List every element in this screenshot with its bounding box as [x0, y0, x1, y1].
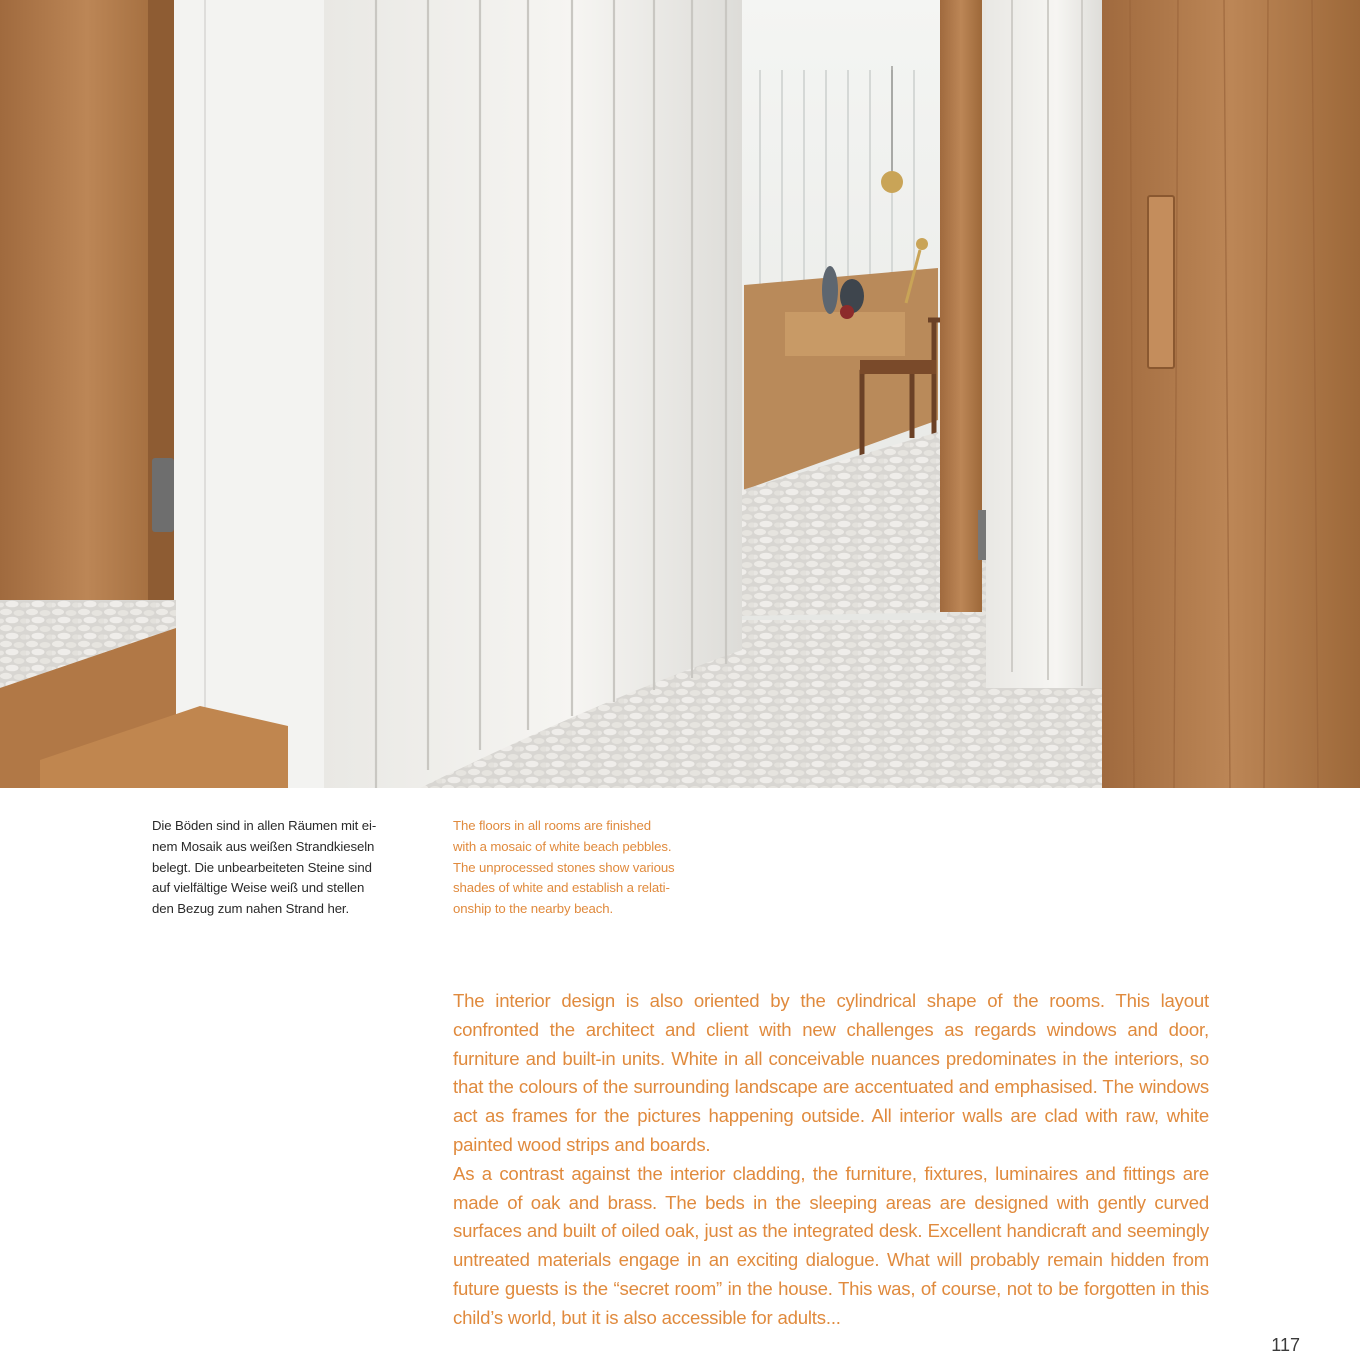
caption-german-line: belegt. Die unbearbeiteten Steine sind	[152, 859, 372, 875]
caption-english-line: The unprocessed stones show various	[453, 859, 675, 875]
caption-german-line: den Bezug zum nahen Strand her.	[152, 901, 350, 917]
body-text	[453, 987, 1209, 1333]
body-paragraph-1: The interior design is also oriented by the cylindrical shape of the rooms. This layout confronted the architect and client with new challenges as regards windows and door, furniture and built-in units. White in all conceivable nuances predominates in the interiors, so that the colours of the surrounding landscape are accentuated and emphasised. The windows act as frames for the pictures happening outside. All interior walls are clad with raw, white painted wood strips and boards.	[453, 990, 1209, 1155]
caption-german-line: auf vielfältige Weise weiß und stellen	[152, 880, 365, 896]
caption-english-line: with a mosaic of white beach pebbles.	[453, 838, 672, 854]
caption-german	[152, 816, 402, 920]
caption-english	[453, 816, 703, 920]
caption-german-line: nem Mosaik aus weißen Strandkieseln	[152, 838, 375, 854]
caption-english-line: shades of white and establish a relati-	[453, 880, 670, 896]
caption-english-line: onship to the nearby beach.	[453, 901, 614, 917]
caption-german-line: Die Böden sind in allen Räumen mit ei-	[152, 818, 377, 833]
caption-english-line: The floors in all rooms are finished	[453, 818, 651, 833]
page-number: 117	[1271, 1335, 1300, 1355]
body-paragraph-2: As a contrast against the interior cladding, the furniture, fixtures, luminaires and fittings are made of oak and brass. The beds in the sleeping areas are designed with gently curved surfaces and built of oiled oak, just as the integrated desk. Excellent handicraft and seemingly untreated materials engage in an exciting dialogue. What will probably remain hidden from future guests is the “secret room” in the house. This was, of course, not to be forgotten in this child’s world, but it is also accessible for adults...	[453, 1162, 1209, 1328]
